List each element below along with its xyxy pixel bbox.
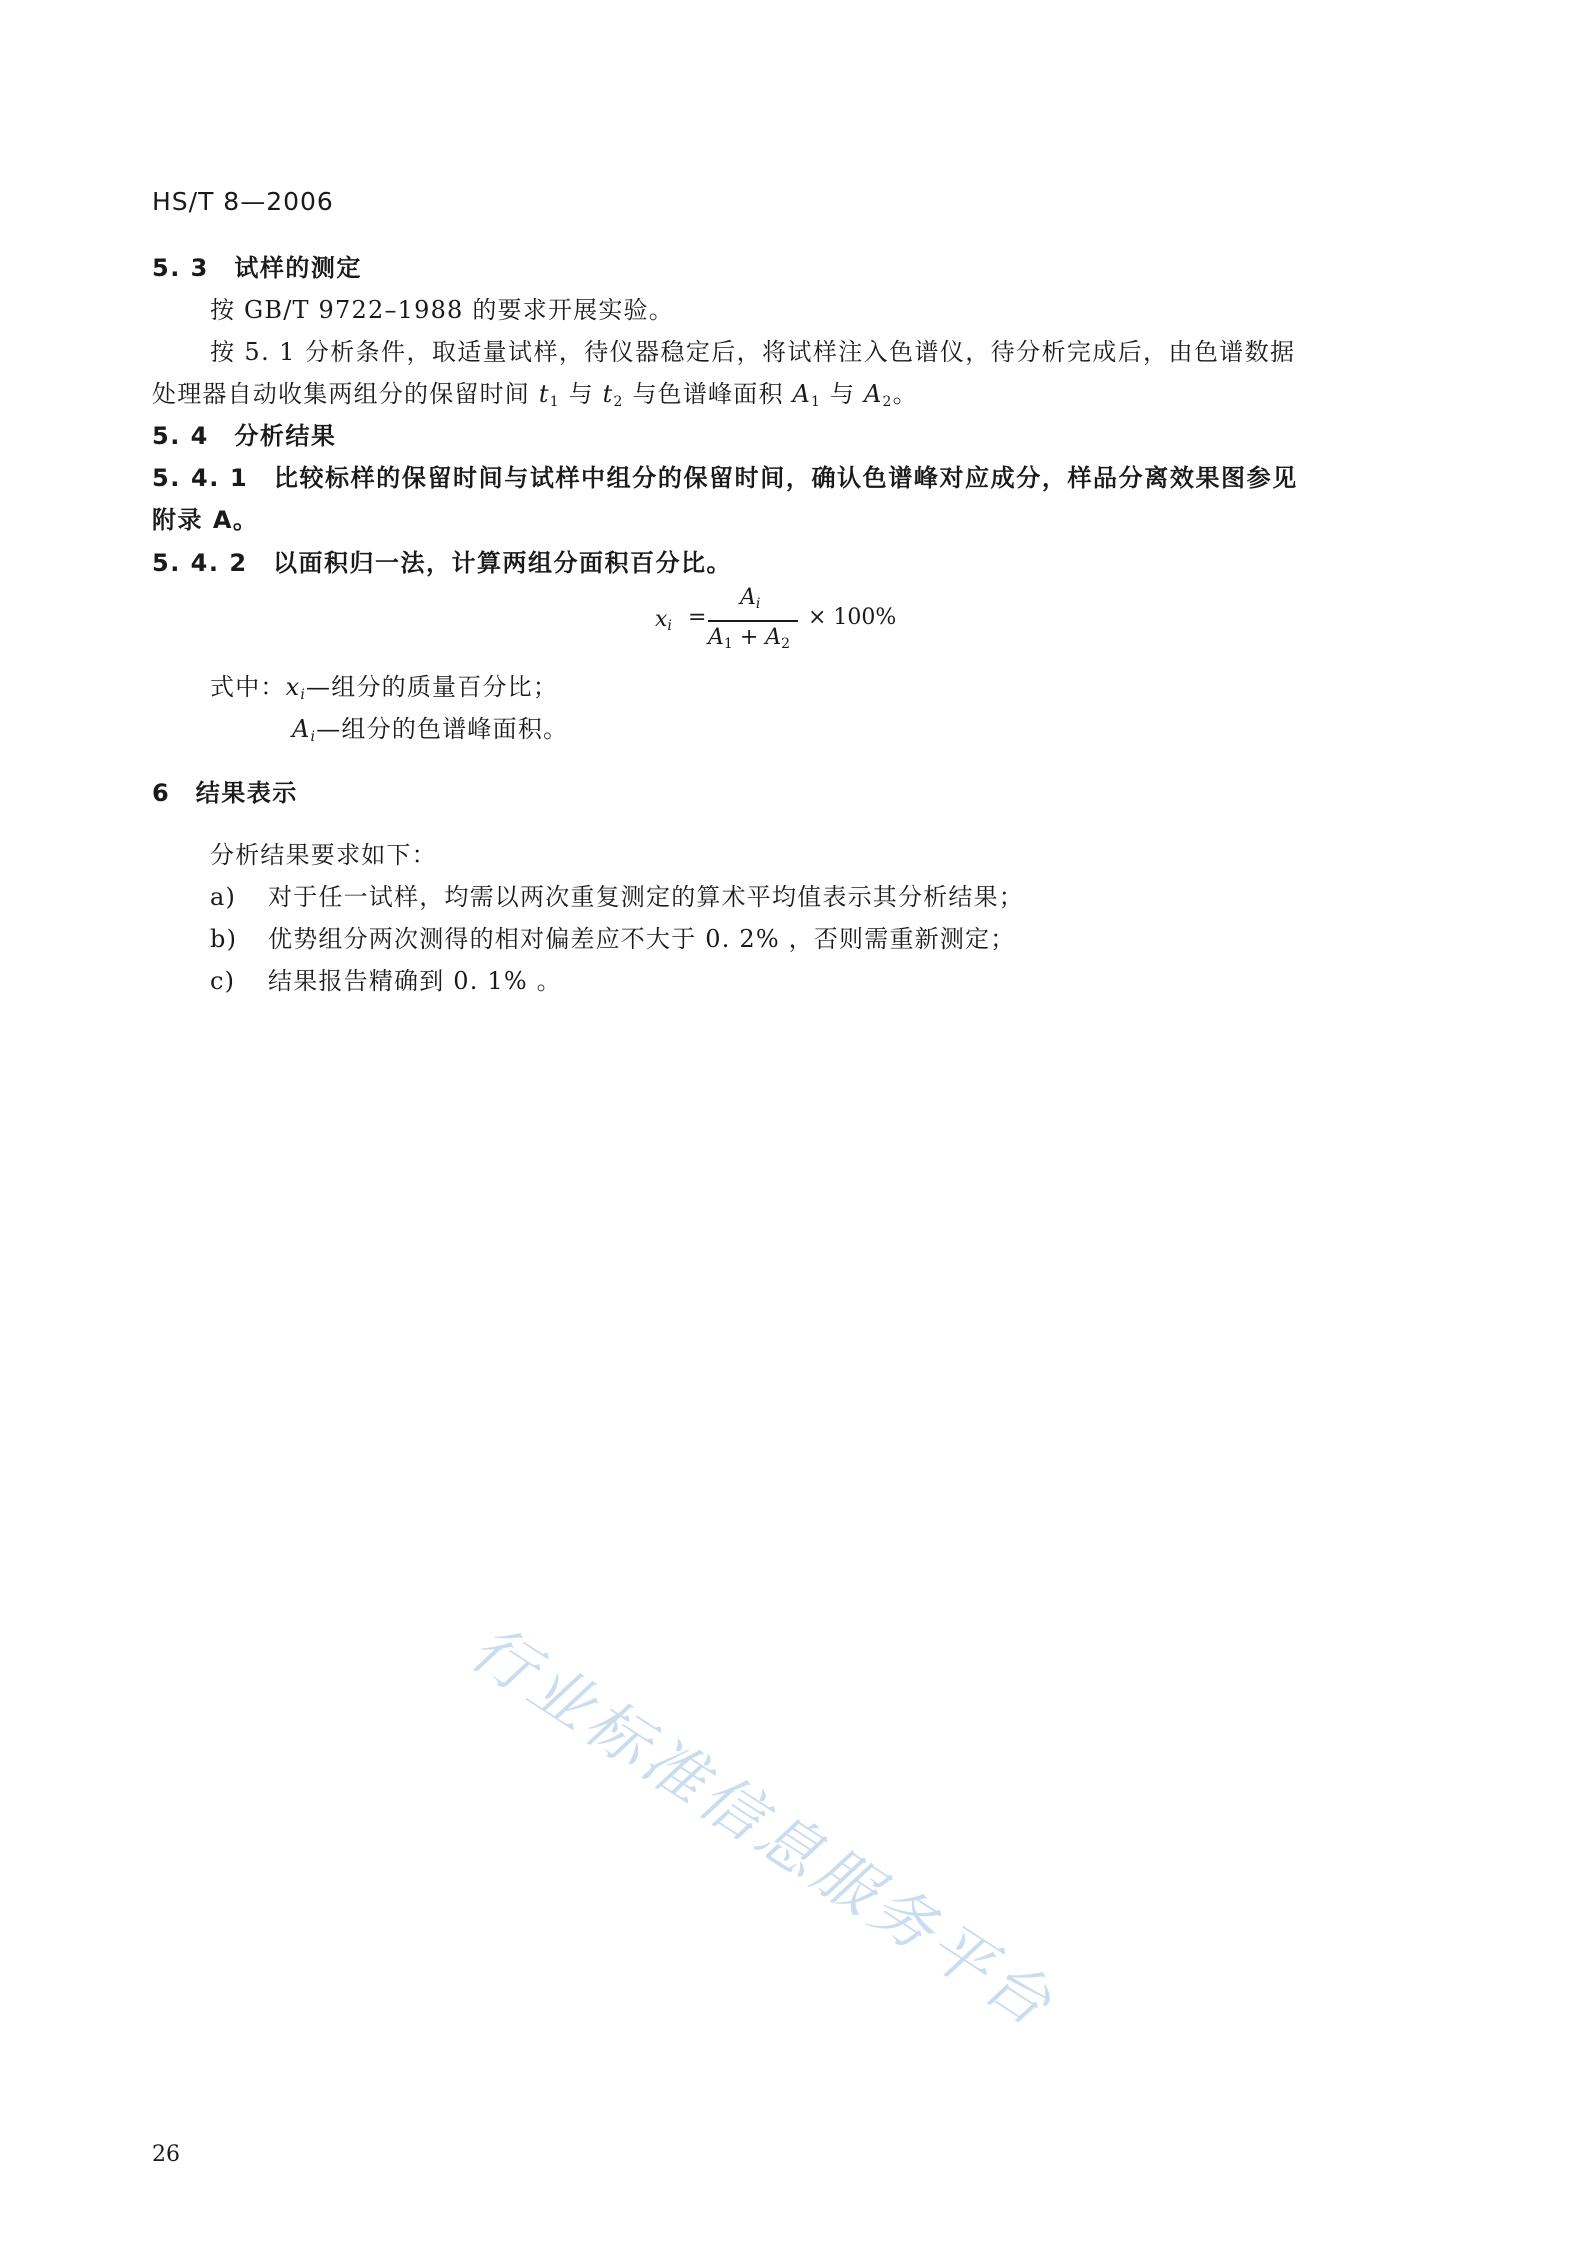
clause-5-4-1-line-1: 5. 4. 1 比较标样的保留时间与试样中组分的保留时间，确认色谱峰对应成分，样品分离效果图参见 xyxy=(152,464,1298,492)
section-5-3-title: 5. 3 试样的测定 xyxy=(152,254,362,282)
where-x-desc: —组分的质量百分比； xyxy=(306,673,559,701)
text-end: 。 xyxy=(892,380,918,408)
list-item-text: 对于任一试样，均需以两次重复测定的算术平均值表示其分析结果； xyxy=(268,883,1024,911)
sub-1: 1 xyxy=(549,394,560,410)
formula-den-a-sub: 1 xyxy=(723,636,733,652)
p2-text-a: 处理器自动收集两组分的保留时间 xyxy=(152,380,539,408)
formula-times-100: × 100% xyxy=(808,605,897,630)
formula-lhs xyxy=(655,607,672,632)
list-item-marker: c) xyxy=(210,967,236,995)
formula-den-b-sub: 2 xyxy=(781,636,791,652)
list-item-marker: b) xyxy=(210,925,238,953)
section-5-3-paragraph-2-line-2 xyxy=(152,374,918,409)
formula-lhs-var: x xyxy=(655,607,668,632)
list-item xyxy=(210,877,1024,912)
where-a-sub: i xyxy=(310,729,317,745)
formula-den-b: A xyxy=(765,625,782,650)
sub-a1: 1 xyxy=(811,394,822,410)
formula-equals: = xyxy=(688,605,707,630)
section-5-3-paragraph-1: 按 GB/T 9722–1988 的要求开展实验。 xyxy=(210,296,674,324)
page-number: 26 xyxy=(152,2142,180,2167)
list-item-text: 优势组分两次测得的相对偏差应不大于 0. 2% ，否则需重新测定； xyxy=(268,925,1016,953)
formula-numerator xyxy=(740,585,760,610)
watermark: 行业标准信息服务平台 xyxy=(458,1610,1069,2043)
section-6-intro: 分析结果要求如下： xyxy=(210,841,437,869)
p2-text-b: 与色谱峰面积 xyxy=(623,380,793,408)
list-item-text: 结果报告精确到 0. 1% 。 xyxy=(268,967,562,995)
doc-code-header: HS/T 8—2006 xyxy=(152,187,334,216)
text-yu: 与 xyxy=(559,380,603,408)
fraction-bar xyxy=(708,620,798,622)
clause-5-4-2: 5. 4. 2 以面积归一法，计算两组分面积百分比。 xyxy=(152,549,733,577)
where-a-var: A xyxy=(292,715,311,743)
var-t1: t xyxy=(538,380,550,408)
section-5-4-title: 5. 4 分析结果 xyxy=(152,422,337,450)
var-a1: A xyxy=(792,380,812,408)
section-6-title: 6 结果表示 xyxy=(152,779,298,807)
var-t2: t xyxy=(602,380,614,408)
where-label: 式中： xyxy=(210,673,286,701)
list-item xyxy=(210,961,562,996)
where-x-var: x xyxy=(285,673,301,701)
where-a-desc: —组分的色谱峰面积。 xyxy=(316,715,569,743)
clause-5-4-1-line-2: 附录 A。 xyxy=(152,506,259,534)
sub-a2: 2 xyxy=(882,394,893,410)
sub-2: 2 xyxy=(613,394,624,410)
text-yu-2: 与 xyxy=(821,380,864,408)
var-a2: A xyxy=(864,380,883,408)
list-item-marker: a) xyxy=(210,883,237,911)
formula-num-sub: i xyxy=(755,596,761,612)
formula-den-a: A xyxy=(708,625,724,650)
formula-plus: + xyxy=(739,625,759,650)
section-5-3-paragraph-2-line-1: 按 5. 1 分析条件，取适量试样，待仪器稳定后，将试样注入色谱仪，待分析完成后，由色谱数据 xyxy=(210,338,1296,366)
formula-num-var: A xyxy=(740,585,756,610)
where-line-x xyxy=(210,667,558,702)
where-line-a xyxy=(292,709,568,744)
formula-denominator xyxy=(708,625,790,650)
formula-lhs-sub: i xyxy=(667,618,672,634)
where-x-sub: i xyxy=(300,687,307,703)
list-item xyxy=(210,919,1015,954)
